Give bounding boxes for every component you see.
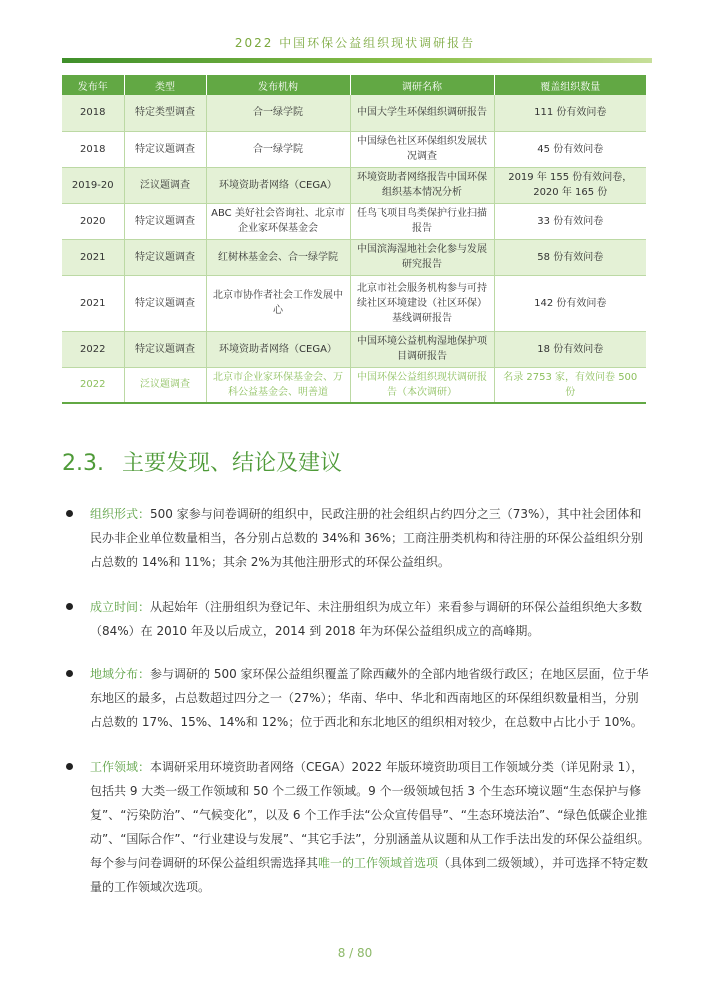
bullet-label: 成立时间： (90, 600, 151, 614)
cell-year: 2021 (62, 239, 124, 275)
cell-survey-name: 中国环保公益组织现状调研报告（本次调研） (350, 367, 494, 403)
cell-publisher: 合一绿学院 (206, 131, 350, 167)
table-row (62, 95, 646, 131)
cell-type: 特定议题调查 (124, 275, 206, 331)
section-number: 2.3. (62, 451, 104, 476)
bullet-dot (66, 763, 73, 770)
page-number: 8 / 80 (337, 946, 373, 960)
cell-survey-name: 任鸟飞项目鸟类保护行业扫描报告 (350, 203, 494, 239)
cell-year: 2021 (62, 275, 124, 331)
bullet-regional-distribution (90, 662, 650, 734)
col-header-year: 发布年 (62, 75, 124, 95)
cell-type: 特定议题调查 (124, 203, 206, 239)
table-row (62, 275, 646, 331)
table-row-current-survey (62, 367, 646, 403)
bullet-label: 组织形式： (90, 507, 151, 521)
bullet-org-form (90, 502, 650, 574)
bullet-label: 地域分布： (90, 667, 151, 681)
cell-publisher: ABC 美好社会咨询社、北京市企业家环保基金会 (206, 203, 350, 239)
cell-survey-name: 北京市社会服务机构参与可持续社区环境建设（社区环保）基线调研报告 (350, 275, 494, 331)
header-bar (62, 58, 652, 63)
cell-coverage: 45 份有效问卷 (494, 131, 646, 167)
cell-type: 特定议题调查 (124, 331, 206, 367)
col-header-publisher: 发布机构 (206, 75, 350, 95)
cell-type: 特定议题调查 (124, 239, 206, 275)
running-header: 2022 中国环保公益组织现状调研报告 (234, 36, 476, 50)
table-row (62, 131, 646, 167)
cell-coverage: 33 份有效问卷 (494, 203, 646, 239)
bullet-text-tail: （具体到二级领域），并可选择不特定数量的工作领域次选项。 (90, 856, 649, 894)
cell-coverage: 名录 2753 家，有效问卷 500 份 (494, 367, 646, 403)
bullet-dot (66, 603, 73, 610)
bullet-text: 参与调研的 500 家环保公益组织覆盖了除西藏外的全部内地省级行政区；在地区层面，位于华东地区的最多，占总数超过四分之一（27%）；华南、华中、华北和西南地区的环保组织数量相当，分别占总数的 17%、15%、14%和 12%；位于西北和东北地区的组织相对较少，在总数中占比小于 10%。 (90, 667, 649, 729)
bullet-text: 本调研采用环境资助者网络（CEGA）2022 年版环境资助项目工作领域分类（详见附录 1），包括共 9 大类一级工作领域和 50 个二级工作领域。9 个一级领域包括 3 个生态环境议题“生态保护与修复”、“污染防治”、“气候变化”，以及 6 个工作手法“公众宣传倡导”、“生态环境法治”、“绿色低碳企业推动”、“国际合作”、“行业建设与发展”、“其它手法”，分别涵盖从议题和从工作手法出发的环保公益组织。每个参与问卷调研的环保公益组织需选择其 (90, 760, 650, 870)
cell-publisher: 北京市协作者社会工作发展中心 (206, 275, 350, 331)
cell-survey-name: 环境资助者网络报告中国环保组织基本情况分析 (350, 167, 494, 203)
bullet-dot (66, 510, 73, 517)
bullet-label: 工作领域： (90, 760, 151, 774)
cell-type: 泛议题调查 (124, 367, 206, 403)
cell-publisher: 环境资助者网络（CEGA） (206, 167, 350, 203)
cell-coverage: 111 份有效问卷 (494, 95, 646, 131)
cell-survey-name: 中国滨海湿地社会化参与发展研究报告 (350, 239, 494, 275)
cell-type: 特定类型调查 (124, 95, 206, 131)
cell-year: 2022 (62, 367, 124, 403)
section-heading (62, 446, 342, 477)
cell-publisher: 红树林基金会、合一绿学院 (206, 239, 350, 275)
cell-year: 2018 (62, 131, 124, 167)
cell-publisher: 北京市企业家环保基金会、万科公益基金会、明善道 (206, 367, 350, 403)
cell-publisher: 合一绿学院 (206, 95, 350, 131)
cell-coverage: 58 份有效问卷 (494, 239, 646, 275)
cell-type: 特定议题调查 (124, 131, 206, 167)
bullet-text: 500 家参与问卷调研的组织中，民政注册的社会组织占约四分之三（73%），其中社会团体和民办非企业单位数量相当，各分别占总数的 34%和 36%；工商注册类机构和待注册的环保公益组织分别占总数的 14%和 11%；其余 2%为其他注册形式的环保公益组织。 (90, 507, 643, 569)
bullet-founding-time (90, 595, 650, 643)
cell-coverage: 142 份有效问卷 (494, 275, 646, 331)
col-header-coverage: 覆盖组织数量 (494, 75, 646, 95)
table-row (62, 167, 646, 203)
table-row (62, 203, 646, 239)
section-title: 主要发现、结论及建议 (121, 451, 342, 476)
col-header-survey-name: 调研名称 (350, 75, 494, 95)
table-row (62, 239, 646, 275)
survey-table (62, 75, 646, 404)
cell-survey-name: 中国绿色社区环保组织发展状况调查 (350, 131, 494, 167)
cell-publisher: 环境资助者网络（CEGA） (206, 331, 350, 367)
cell-year: 2019-20 (62, 167, 124, 203)
highlighted-text: 唯一的工作领域首选项 (318, 856, 439, 870)
bullet-dot (66, 670, 73, 677)
cell-survey-name: 中国环境公益机构湿地保护项目调研报告 (350, 331, 494, 367)
cell-coverage: 18 份有效问卷 (494, 331, 646, 367)
col-header-type: 类型 (124, 75, 206, 95)
table-row (62, 331, 646, 367)
cell-coverage: 2019 年 155 份有效问卷，2020 年 165 份 (494, 167, 646, 203)
cell-year: 2020 (62, 203, 124, 239)
bullet-work-areas (90, 755, 650, 899)
cell-survey-name: 中国大学生环保组织调研报告 (350, 95, 494, 131)
cell-year: 2018 (62, 95, 124, 131)
bullet-text: 从起始年（注册组织为登记年、未注册组织为成立年）来看参与调研的环保公益组织绝大多数（84%）在 2010 年及以后成立，2014 到 2018 年为环保公益组织成立的高峰期。 (90, 600, 643, 638)
table-header-row (62, 75, 646, 95)
cell-type: 泛议题调查 (124, 167, 206, 203)
cell-year: 2022 (62, 331, 124, 367)
